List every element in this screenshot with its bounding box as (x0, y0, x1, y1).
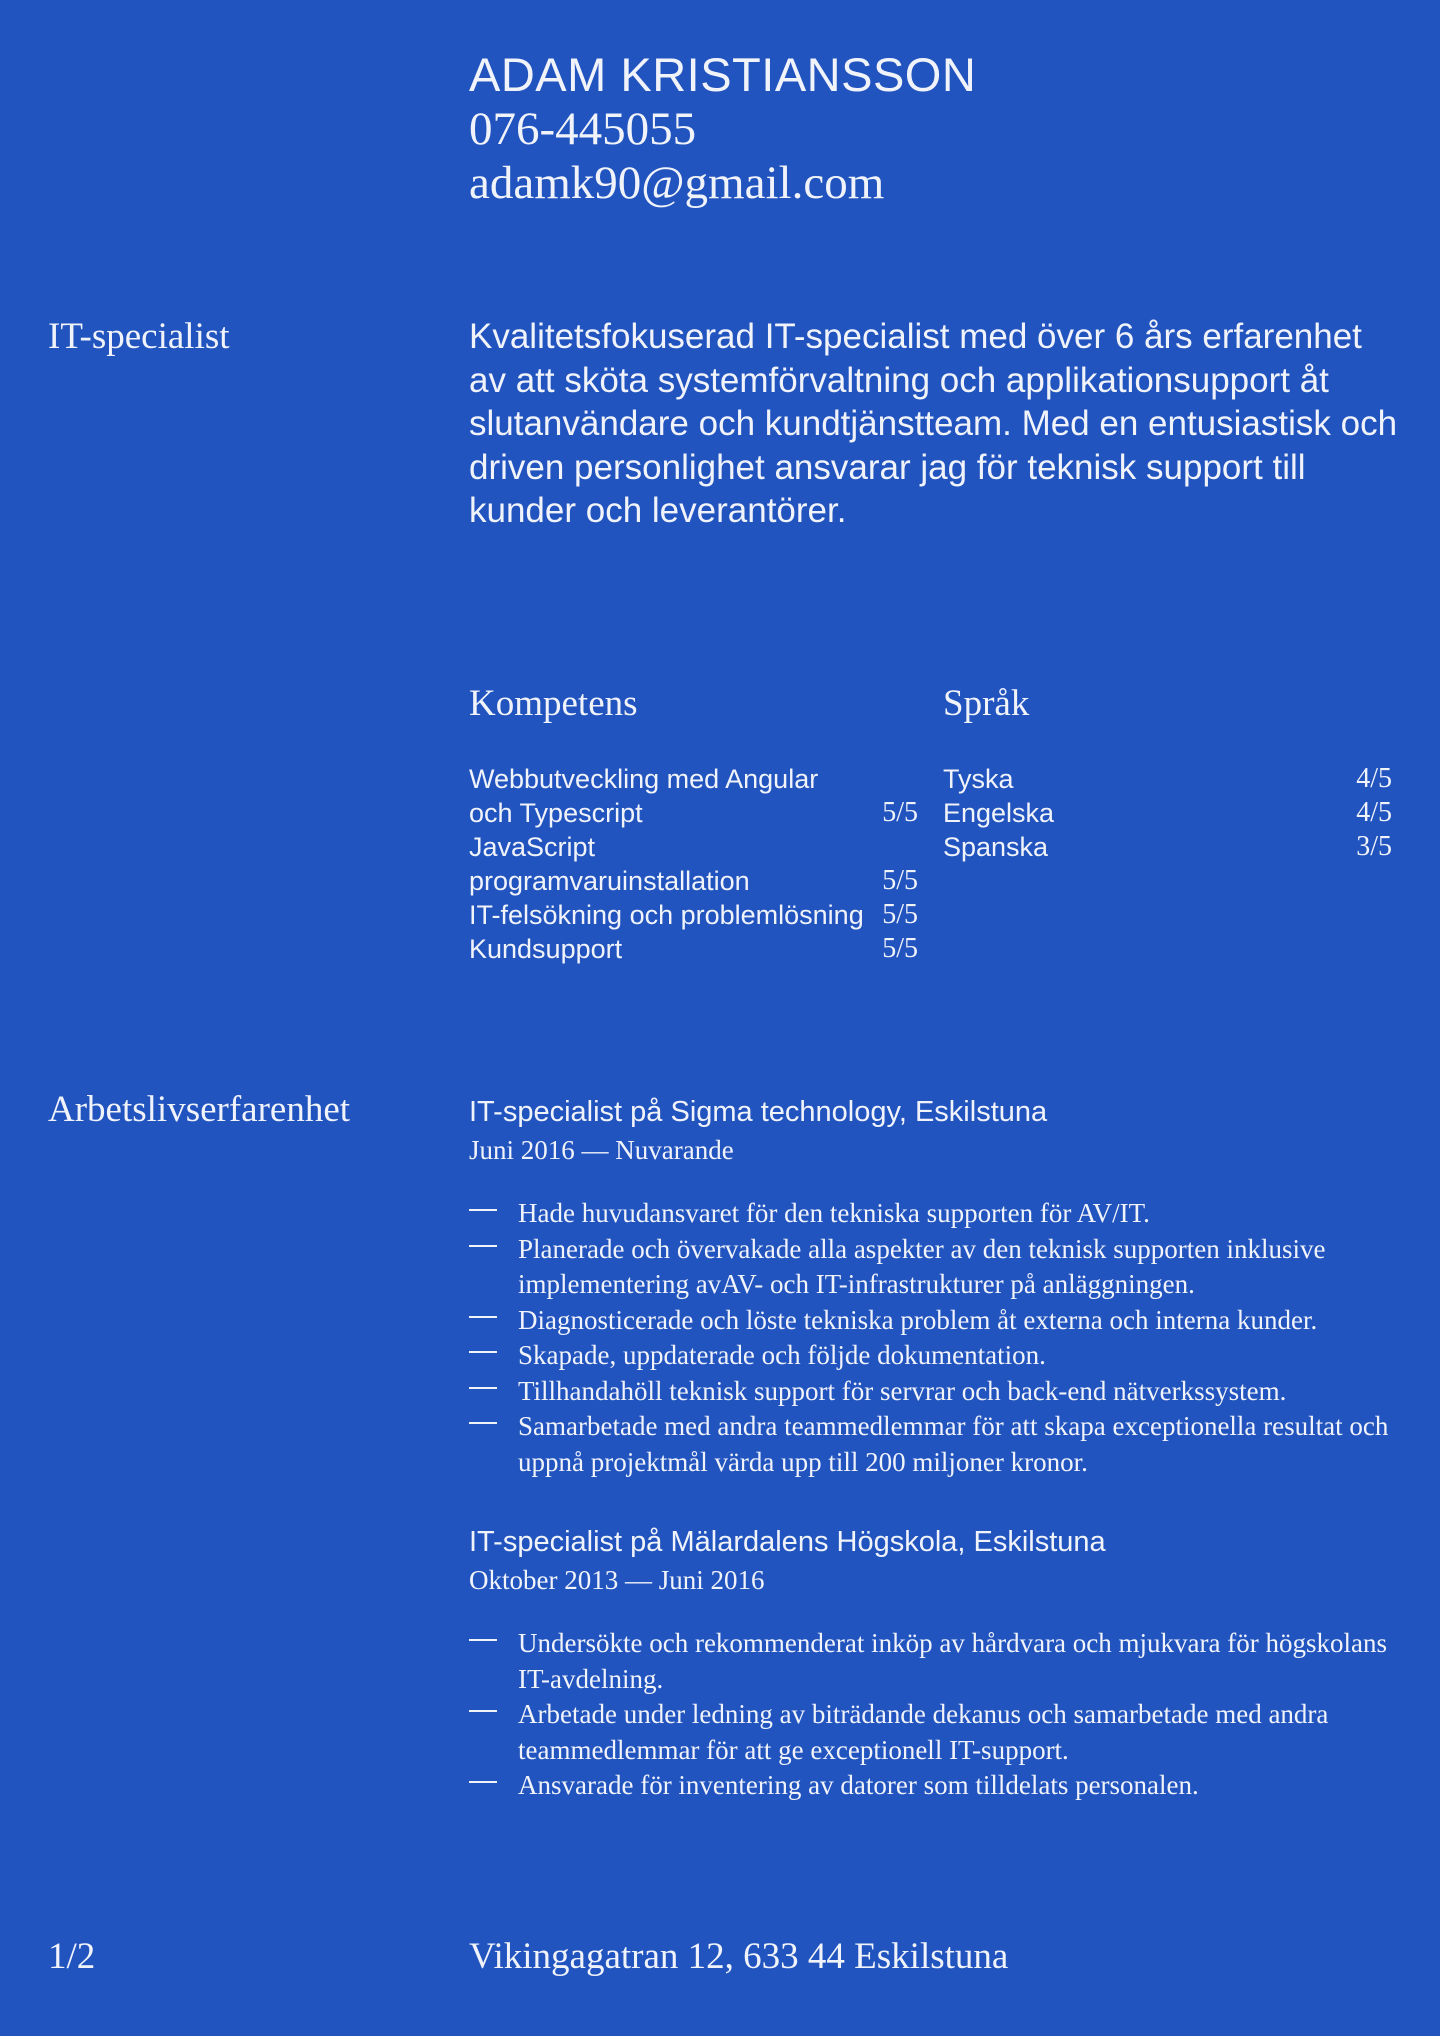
skill-score: 5/5 (882, 933, 918, 964)
list-item (469, 1338, 1404, 1374)
job-title: IT-specialist på Mälardalens Högskola, Eskilstuna (469, 1526, 1106, 1558)
job-dates: Juni 2016 — Nuvarande (469, 1135, 734, 1165)
languages-title: Språk (943, 683, 1030, 724)
language-label: Engelska (943, 798, 1055, 828)
list-item (943, 762, 1392, 796)
list-item (469, 898, 918, 932)
list-item (943, 830, 1392, 864)
list-item (469, 1768, 1404, 1804)
page-number: 1/2 (48, 1936, 96, 1977)
bullet-text: Ansvarade för inventering av datorer som tilldelats personalen. (518, 1770, 1199, 1800)
email-address: adamk90@gmail.com (469, 157, 885, 209)
job-title: IT-specialist på Sigma technology, Eskilstuna (469, 1096, 1048, 1128)
skill-score: 5/5 (882, 865, 918, 896)
bullet-text: Samarbetade med andra teammedlemmar för att skapa exceptionella resultat och uppnå projektmål värda upp till 200 miljoner kronor. (518, 1411, 1389, 1477)
languages-list (943, 762, 1392, 864)
job-entry (469, 1524, 1404, 1804)
language-score: 4/5 (1356, 763, 1392, 794)
skills-title: Kompetens (469, 683, 638, 724)
bullet-text: Skapade, uppdaterade och följde dokumentation. (518, 1340, 1046, 1370)
skills-list (469, 762, 918, 966)
experience-label: Arbetslivserfarenhet (48, 1089, 351, 1130)
job-bullets (469, 1196, 1404, 1480)
job-bullets (469, 1626, 1404, 1804)
bullet-text: Planerade och övervakade alla aspekter av den teknisk supporten inklusive implementering avAV- och IT-infrastrukturer på anläggningen. (518, 1233, 1326, 1299)
bullet-text: Diagnosticerade och löste tekniska problem åt externa och interna kunder. (518, 1304, 1318, 1335)
job-entry (469, 1094, 1404, 1480)
list-item (469, 1303, 1404, 1339)
bullet-text: Tillhandahöll teknisk support för servrar och back-end nätverkssystem. (518, 1375, 1287, 1406)
skill-label: JavaScript programvaruinstallation (469, 832, 750, 896)
profile-summary: Kvalitetsfokuserad IT-specialist med över 6 års erfarenhet av att sköta systemförvaltning och applikationsupport åt slutanvändare och kundtjänstteam. Med en entusiastisk och driven personlighet ansvarar jag för teknisk support till kunder och leverantörer. (469, 317, 1398, 530)
bullet-text: Undersökte och rekommenderat inköp av hårdvara och mjukvara för högskolans IT-avdelning. (518, 1628, 1387, 1694)
language-score: 3/5 (1356, 831, 1392, 862)
list-item (469, 1626, 1404, 1697)
person-name: ADAM KRISTIANSSON (469, 48, 977, 101)
list-item (943, 796, 1392, 830)
skill-label: Webbutveckling med Angular och Typescript (469, 764, 819, 828)
list-item (469, 762, 918, 830)
list-item (469, 1697, 1404, 1768)
language-label: Spanska (943, 832, 1049, 862)
list-item (469, 1232, 1404, 1303)
list-item (469, 1196, 1404, 1232)
bullet-text: Arbetade under ledning av biträdande dekanus och samarbetade med andra teammedlemmar för att ge exceptionell IT-support. (518, 1699, 1329, 1765)
skill-score: 5/5 (882, 797, 918, 828)
list-item (469, 1409, 1404, 1480)
address: Vikingagatran 12, 633 44 Eskilstuna (469, 1936, 1009, 1977)
skill-label: IT-felsökning och problemlösning (469, 900, 864, 930)
skill-score: 5/5 (882, 899, 918, 930)
language-label: Tyska (943, 764, 1014, 794)
list-item (469, 830, 918, 898)
profile-label: IT-specialist (48, 316, 230, 357)
language-score: 4/5 (1356, 797, 1392, 828)
resume-header (469, 48, 976, 210)
list-item (469, 932, 918, 966)
skill-label: Kundsupport (469, 934, 623, 964)
list-item (469, 1374, 1404, 1410)
phone-number: 076-445055 (469, 103, 697, 155)
job-dates: Oktober 2013 — Juni 2016 (469, 1565, 765, 1595)
bullet-text: Hade huvudansvaret för den tekniska supporten för AV/IT. (518, 1198, 1150, 1228)
